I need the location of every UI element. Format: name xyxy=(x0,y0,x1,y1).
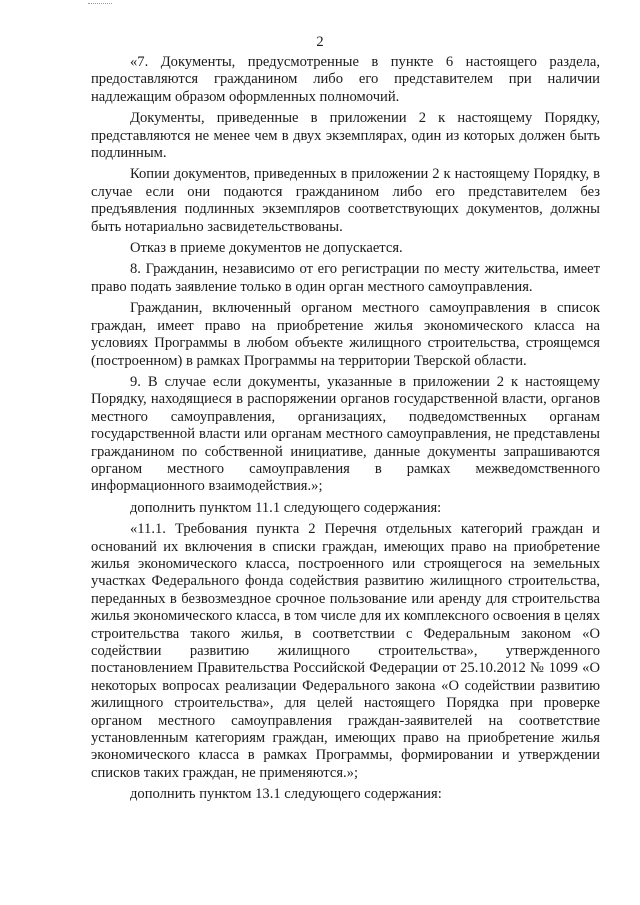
paragraph-included-citizen: Гражданин, включенный органом местного самоуправления в список граждан, имеет право на приобретение жилья экономического класса на условиях Программы в любом объекте жилищного строительства, строящемся (построенном) в рамках Программы на территории Тверской области. xyxy=(91,300,600,369)
paragraph-documents-copies: Документы, приведенные в приложении 2 к настоящему Порядку, представляются не менее чем в двух экземплярах, один из которых должен быть подлинным. xyxy=(91,110,600,162)
paragraph-8: 8. Гражданин, независимо от его регистрации по месту жительства, имеет право подать заявление только в один орган местного самоуправления. xyxy=(91,261,600,295)
paragraph-add-13-1: дополнить пунктом 13.1 следующего содержания: xyxy=(130,786,442,803)
page-number: 2 xyxy=(316,34,324,50)
scan-mark xyxy=(88,3,112,5)
paragraph-11-1: «11.1. Требования пункта 2 Перечня отдельных категорий граждан и оснований их включения в списки граждан, имеющих право на приобретение жилья экономического класса, построенного или строящегося на земельных участках Федерального фонда содействия развитию жилищного строительства, переданных в безвозмездное срочное пользование или аренду для строительства жилья экономического класса, в том числе для их комплексного освоения в целях строительства такого жилья, в соответствии с Федеральным законом «О содействии развитию жилищного строительства», утвержденного постановлением Правительства Российской Федерации от 25.10.2012 № 1099 «О некоторых вопросах реализации Федерального закона «О содействии развитию жилищного строительства», для целей настоящего Порядка при проверке органом местного самоуправления граждан-заявителей на соответствие установленным категориям граждан, имеющих право на приобретение жилья экономического класса в рамках Программы, формировании и утверждении списков таких граждан, не применяются.»; xyxy=(91,521,600,781)
paragraph-notarized-copies: Копии документов, приведенных в приложении 2 к настоящему Порядку, в случае если они подаются гражданином либо его представителем без предъявления подлинных экземпляров соответствующих документов, должны быть нотариально засвидетельствованы. xyxy=(91,166,600,235)
paragraph-add-11-1: дополнить пунктом 11.1 следующего содержания: xyxy=(130,499,442,516)
paragraph-9: 9. В случае если документы, указанные в приложении 2 к настоящему Порядку, находящиеся в распоряжении органов государственной власти, органов местного самоуправления, организациях, подведомственных органам государственной власти или органам местного самоуправления, не представлены гражданином по собственной инициативе, данные документы запрашиваются органом местного самоуправления в рамках межведомственного информационного взаимодействия.»; xyxy=(91,373,600,495)
paragraph-7-intro: «7. Документы, предусмотренные в пункте 6 настоящего раздела, предоставляются гражданином либо его представителем при наличии надлежащим образом оформленных полномочий. xyxy=(91,54,600,105)
document-body xyxy=(91,54,600,804)
paragraph-refusal: Отказ в приеме документов не допускается. xyxy=(130,240,403,257)
